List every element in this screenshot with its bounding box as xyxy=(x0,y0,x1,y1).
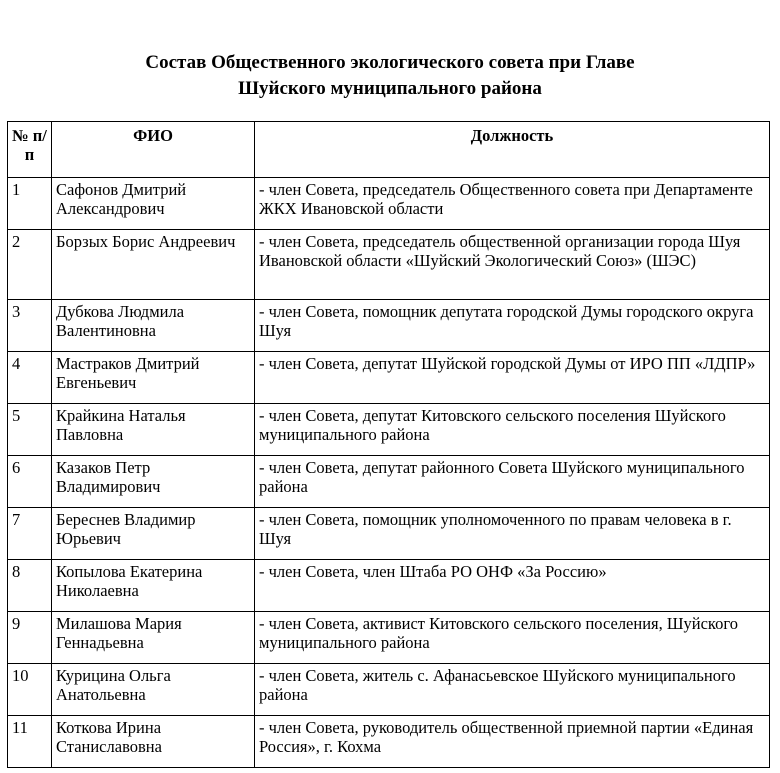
member-name: Крайкина Наталья Павловна xyxy=(52,404,255,456)
table-row xyxy=(8,404,770,456)
document-title xyxy=(0,50,780,102)
row-number: 7 xyxy=(8,508,52,560)
member-name: Мастраков Дмитрий Евгеньевич xyxy=(52,352,255,404)
header-number: № п/п xyxy=(8,122,52,178)
member-position: - член Совета, председатель общественной организации города Шуя Ивановской области «Шуйский Экологический Союз» (ШЭС) xyxy=(255,230,770,300)
row-number: 3 xyxy=(8,300,52,352)
row-number: 5 xyxy=(8,404,52,456)
member-name: Борзых Борис Андреевич xyxy=(52,230,255,300)
row-number: 11 xyxy=(8,716,52,768)
table-row xyxy=(8,230,770,300)
member-name: Дубкова Людмила Валентиновна xyxy=(52,300,255,352)
member-position: - член Совета, активист Китовского сельского поселения, Шуйского муниципального района xyxy=(255,612,770,664)
table-row xyxy=(8,178,770,230)
council-members-table xyxy=(7,121,770,768)
row-number: 1 xyxy=(8,178,52,230)
table-header-row xyxy=(8,122,770,178)
member-name: Копылова Екатерина Николаевна xyxy=(52,560,255,612)
member-name: Береснев Владимир Юрьевич xyxy=(52,508,255,560)
row-number: 10 xyxy=(8,664,52,716)
row-number: 9 xyxy=(8,612,52,664)
table-row xyxy=(8,300,770,352)
header-full-name: ФИО xyxy=(52,122,255,178)
row-number: 2 xyxy=(8,230,52,300)
table-row xyxy=(8,456,770,508)
table-row xyxy=(8,352,770,404)
member-name: Казаков Петр Владимирович xyxy=(52,456,255,508)
member-name: Курицина Ольга Анатольевна xyxy=(52,664,255,716)
member-name: Сафонов Дмитрий Александрович xyxy=(52,178,255,230)
member-position: - член Совета, депутат районного Совета Шуйского муниципального района xyxy=(255,456,770,508)
member-name: Коткова Ирина Станиславовна xyxy=(52,716,255,768)
row-number: 8 xyxy=(8,560,52,612)
member-position: - член Совета, депутат Китовского сельского поселения Шуйского муниципального района xyxy=(255,404,770,456)
table-row xyxy=(8,612,770,664)
header-position: Должность xyxy=(255,122,770,178)
row-number: 4 xyxy=(8,352,52,404)
member-position: - член Совета, помощник депутата городской Думы городского округа Шуя xyxy=(255,300,770,352)
member-position: - член Совета, депутат Шуйской городской Думы от ИРО ПП «ЛДПР» xyxy=(255,352,770,404)
member-name: Милашова Мария Геннадьевна xyxy=(52,612,255,664)
member-position: - член Совета, житель с. Афанасьевское Шуйского муниципального района xyxy=(255,664,770,716)
document-title-line-2: Шуйского муниципального района xyxy=(238,78,542,99)
row-number: 6 xyxy=(8,456,52,508)
table-row xyxy=(8,508,770,560)
member-position: - член Совета, руководитель общественной приемной партии «Единая Россия», г. Кохма xyxy=(255,716,770,768)
table-row xyxy=(8,560,770,612)
member-position: - член Совета, помощник уполномоченного по правам человека в г. Шуя xyxy=(255,508,770,560)
document-title-line-1: Состав Общественного экологического совета при Главе xyxy=(145,52,635,73)
table-row xyxy=(8,664,770,716)
member-position: - член Совета, член Штаба РО ОНФ «За Россию» xyxy=(255,560,770,612)
member-position: - член Совета, председатель Общественного совета при Департаменте ЖКХ Ивановской области xyxy=(255,178,770,230)
table-row xyxy=(8,716,770,768)
